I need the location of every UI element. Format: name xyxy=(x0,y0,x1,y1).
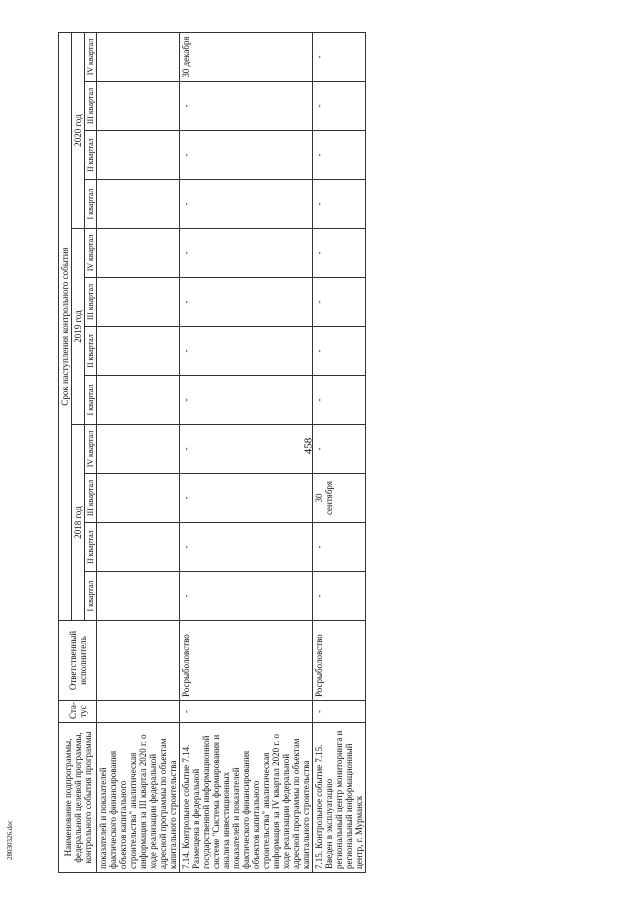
row-cell: - xyxy=(313,180,366,229)
table-sheet xyxy=(58,33,528,873)
table-row xyxy=(313,33,366,873)
header-deadline: Срок наступления контрольного события xyxy=(59,33,72,621)
row-status: - xyxy=(180,701,313,723)
row-cell: - xyxy=(180,327,313,376)
row-cell xyxy=(97,131,180,180)
row-cell: - xyxy=(180,131,313,180)
header-quarter: I квартал xyxy=(85,572,97,621)
row-cell: - xyxy=(180,180,313,229)
row-name: 7.15. Контрольное событие 7.15. Введен в эксплуатацию региональный центр мониторинга и региональный информационный центр, г. Мурманск xyxy=(313,723,366,873)
row-cell xyxy=(97,327,180,376)
header-quarter: IV квартал xyxy=(85,425,97,474)
row-cell: - xyxy=(180,82,313,131)
row-cell xyxy=(97,33,180,82)
control-events-table xyxy=(58,32,366,873)
row-cell: - xyxy=(313,131,366,180)
row-cell: - xyxy=(313,523,366,572)
row-responsible xyxy=(97,621,180,701)
row-cell: - xyxy=(313,327,366,376)
row-cell: 30 сентября xyxy=(313,474,366,523)
row-cell: - xyxy=(180,572,313,621)
header-quarter: I квартал xyxy=(85,376,97,425)
row-cell xyxy=(97,278,180,327)
row-cell xyxy=(97,572,180,621)
header-quarter: II квартал xyxy=(85,131,97,180)
table-row xyxy=(180,33,313,873)
row-status: - xyxy=(313,701,366,723)
header-year-2019: 2019 год xyxy=(72,229,85,425)
header-quarter: II квартал xyxy=(85,523,97,572)
header-quarter: III квартал xyxy=(85,82,97,131)
header-year-2020: 2020 год xyxy=(72,33,85,229)
row-cell: - xyxy=(180,278,313,327)
row-cell: - xyxy=(313,376,366,425)
row-cell xyxy=(97,523,180,572)
row-responsible: Росрыболовство xyxy=(180,621,313,701)
row-cell: - xyxy=(180,425,313,474)
row-cell: 30 декабря xyxy=(180,33,313,82)
header-year-2018: 2018 год xyxy=(72,425,85,621)
page-number: 458 xyxy=(302,437,315,455)
row-cell xyxy=(97,180,180,229)
row-cell: - xyxy=(313,33,366,82)
row-cell: - xyxy=(313,82,366,131)
row-cell: - xyxy=(180,229,313,278)
row-name: 7.14. Контрольное событие 7.14. Размещена в федеральной государственной информационной системе "Система формирования и анализа инвестиционных показателей и показателей фактического финансирования объектов капитального строительства" аналитическая информация за IV квартал 2020 г. о ходе реализации федеральной адресной программы по объектам капитального строительства xyxy=(180,723,313,873)
row-cell xyxy=(97,82,180,131)
row-cell xyxy=(97,229,180,278)
header-quarter: III квартал xyxy=(85,278,97,327)
row-cell: - xyxy=(313,229,366,278)
row-cell xyxy=(97,474,180,523)
row-cell: - xyxy=(313,278,366,327)
row-cell: - xyxy=(180,523,313,572)
row-cell xyxy=(97,425,180,474)
header-quarter: IV квартал xyxy=(85,33,97,82)
header-name: Наименование подпрограммы, федеральной целевой программы, контрольного события программы xyxy=(59,723,97,873)
header-quarter: IV квартал xyxy=(85,229,97,278)
row-cell xyxy=(97,376,180,425)
header-quarter: II квартал xyxy=(85,327,97,376)
document-id: 28030326.doc xyxy=(6,820,14,860)
header-quarter: I квартал xyxy=(85,180,97,229)
row-responsible: Росрыболовство xyxy=(313,621,366,701)
row-cell: - xyxy=(313,425,366,474)
row-status xyxy=(97,701,180,723)
header-status: Ста-тус xyxy=(59,701,97,723)
header-quarter: III квартал xyxy=(85,474,97,523)
row-cell: - xyxy=(313,572,366,621)
row-cell: - xyxy=(180,474,313,523)
row-name: показателей и показателей фактического финансирования объектов капитального строительства" аналитическая информация за III квартал 2020 г. о ходе реализации федеральной адресной программы по объектам капитального строительства xyxy=(97,723,180,873)
table-row xyxy=(97,33,180,873)
row-cell: - xyxy=(180,376,313,425)
header-responsible: Ответственный исполнитель xyxy=(59,621,97,701)
